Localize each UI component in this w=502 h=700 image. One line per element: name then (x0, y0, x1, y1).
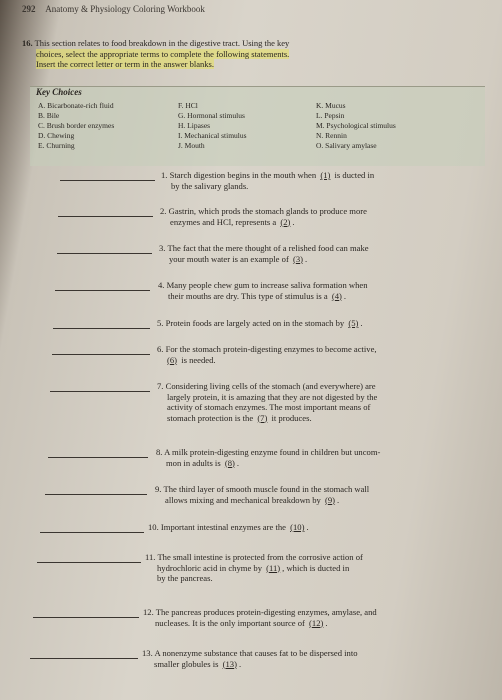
question-text: is needed. (181, 354, 216, 365)
blank-label: (7) (257, 412, 268, 423)
question-number: 10. (148, 522, 159, 532)
book-title: Anatomy & Physiology Coloring Workbook (45, 4, 205, 14)
section-intro (22, 38, 392, 70)
answer-blank-4[interactable] (55, 290, 150, 291)
question-text: , which is ducted in (282, 562, 350, 573)
question-text: Protein foods are largely acted on in the stomach by (165, 318, 345, 328)
answer-blank-7[interactable] (50, 391, 150, 392)
answer-blank-12[interactable] (33, 617, 139, 618)
question-text: . (238, 658, 242, 669)
question-number: 7. (157, 381, 164, 391)
question-text: The small intestine is protected from the corrosive action of (157, 552, 363, 562)
blank-label: (1) (320, 170, 331, 180)
key-choice: M. Psychological stimulus (316, 121, 396, 130)
blank-label: (4) (331, 290, 342, 301)
question-text: The pancreas produces protein-digesting enzymes, amylase, and (155, 607, 377, 617)
question-text: A nonenzyme substance that causes fat to be dispersed into (154, 648, 358, 658)
answer-blank-6[interactable] (52, 354, 150, 355)
question-number: 12. (143, 607, 154, 617)
question-text: your mouth water is an example of (169, 253, 289, 264)
question-text: . (343, 290, 347, 301)
question-text: largely protein, it is amazing that they are not digested by the (167, 391, 378, 402)
question-text: nucleases. It is the only important source of (155, 617, 305, 628)
question-text: . (292, 216, 295, 227)
key-choice: H. Lipases (178, 121, 211, 130)
section-number: 16. (22, 38, 33, 48)
blank-label: (8) (224, 457, 235, 468)
answer-blank-3[interactable] (57, 253, 152, 254)
intro-line-1: This section relates to food breakdown in the digestive tract. Using the key (34, 38, 290, 48)
answer-blank-5[interactable] (53, 328, 150, 329)
question-text: Starch digestion begins in the mouth when (169, 170, 317, 180)
blank-label: (10) (290, 522, 305, 532)
blank-label: (11) (266, 562, 281, 573)
question-number: 5. (157, 318, 164, 328)
blank-label: (6) (167, 354, 178, 365)
question-text: . (337, 494, 340, 505)
blank-label: (13) (222, 658, 237, 669)
blank-label: (2) (280, 216, 291, 227)
key-choice: A. Bicarbonate-rich fluid (38, 101, 114, 110)
question-text: The fact that the mere thought of a relished food can make (167, 243, 369, 253)
key-choice: K. Mucus (316, 101, 346, 110)
question-text: by the pancreas. (157, 573, 213, 583)
page-number: 292 (22, 4, 36, 14)
question-number: 4. (158, 280, 165, 290)
question-text: it produces. (271, 412, 312, 423)
key-column-3 (316, 101, 396, 151)
question-number: 2. (160, 206, 167, 216)
question-text: . (325, 617, 328, 628)
answer-blank-10[interactable] (40, 532, 144, 533)
key-choice: F. HCl (178, 101, 198, 110)
key-choice: J. Mouth (178, 141, 205, 150)
question-text: stomach protection is the (167, 412, 254, 423)
question-text: Important intestinal enzymes are the (160, 522, 286, 532)
question-text: . (306, 522, 309, 532)
question-text: . (360, 318, 363, 328)
answer-blank-1[interactable] (60, 180, 155, 181)
answer-blank-13[interactable] (30, 658, 138, 659)
question-number: 13. (142, 648, 153, 658)
key-choice: D. Chewing (38, 131, 75, 140)
question-text: mon in adults is (166, 457, 221, 468)
blank-label: (5) (348, 318, 359, 328)
question-text: enzymes and HCl, represents a (170, 216, 277, 227)
key-choice: L. Pepsin (316, 111, 345, 120)
key-choice: E. Churning (38, 141, 75, 150)
question-text: hydrochloric acid in chyme by (157, 562, 263, 573)
question-text: allows mixing and mechanical breakdown by (165, 494, 321, 505)
question-text: is ducted in (334, 170, 375, 180)
question-number: 3. (159, 243, 166, 253)
key-column-1 (38, 101, 114, 151)
key-choices-title: Key Choices (36, 87, 82, 97)
intro-line-3: Insert the correct letter or term in the answer blanks. (36, 59, 214, 69)
page-header (22, 4, 205, 14)
question-text: . (236, 457, 240, 468)
key-choices-box (30, 86, 485, 166)
question-number: 9. (155, 484, 162, 494)
blank-label: (3) (292, 253, 303, 264)
blank-label: (12) (309, 617, 324, 628)
question-text: smaller globules is (154, 658, 219, 669)
question-number: 11. (145, 552, 156, 562)
key-choice: C. Brush border enzymes (38, 121, 115, 130)
answer-blank-2[interactable] (58, 216, 153, 217)
key-choice: O. Salivary amylase (316, 141, 377, 150)
intro-line-2: choices, select the appropriate terms to complete the following statements. (36, 48, 290, 59)
answer-blank-11[interactable] (37, 562, 141, 563)
question-text: For the stomach protein-digesting enzymes to become active, (165, 344, 377, 354)
key-choice: N. Rennin (316, 131, 347, 140)
key-choice: B. Bile (38, 111, 60, 120)
key-choice: I. Mechanical stimulus (178, 131, 247, 140)
question-text: Many people chew gum to increase saliva formation when (166, 280, 368, 290)
question-text: activity of stomach enzymes. The most important means of (167, 402, 371, 412)
question-text: Considering living cells of the stomach (and everywhere) are (165, 381, 376, 391)
blank-label: (9) (325, 494, 336, 505)
answer-blank-9[interactable] (45, 494, 147, 495)
question-text: The third layer of smooth muscle found in the stomach wall (163, 484, 370, 494)
question-number: 1. (161, 170, 168, 180)
key-choice: G. Hormonal stimulus (178, 111, 245, 120)
question-text: their mouths are dry. This type of stimulus is a (168, 290, 328, 301)
question-text: . (305, 253, 308, 264)
answer-blank-8[interactable] (48, 457, 148, 458)
question-number: 6. (157, 344, 164, 354)
question-text: by the salivary glands. (171, 180, 249, 191)
key-column-2 (178, 101, 247, 151)
question-text: Gastrin, which prods the stomach glands to produce more (168, 206, 367, 216)
question-number: 8. (156, 447, 163, 457)
question-text: A milk protein-digesting enzyme found in children but uncom- (164, 447, 381, 457)
